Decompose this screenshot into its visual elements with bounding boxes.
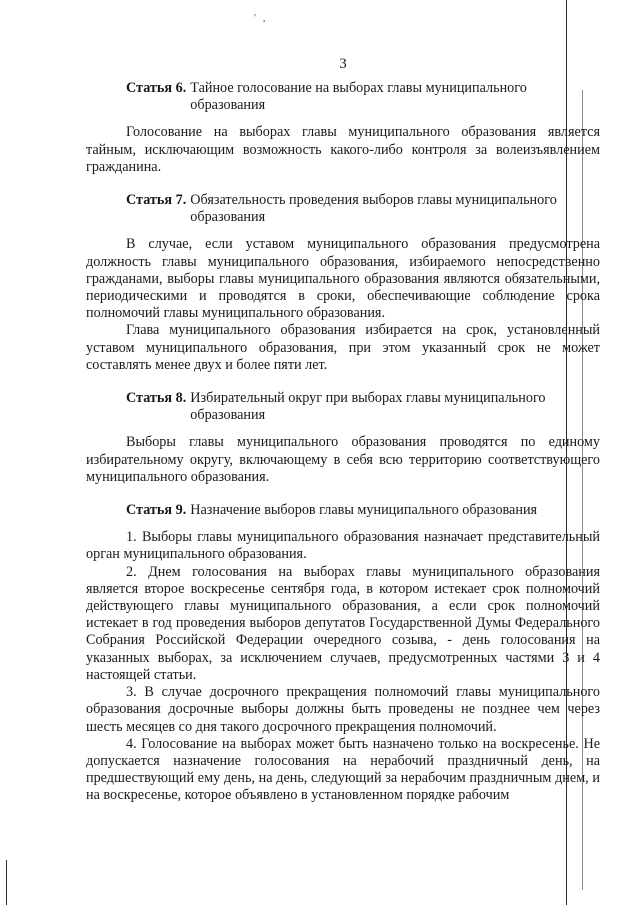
article-title: Назначение выборов главы муниципального образования — [190, 502, 538, 519]
page-number: 3 — [339, 56, 347, 72]
article-paragraph: 3. В случае досрочного прекращения полномочий главы муниципального образования досрочные выборы должны быть проведены не позднее чем через шесть месяцев со дня такого досрочного прекращения полномочий. — [86, 684, 600, 735]
article-heading — [86, 502, 600, 519]
article-number: Статья 6. — [126, 80, 187, 96]
article-title: Тайное голосование на выборах главы муниципального образования — [190, 80, 527, 114]
article-number: Статья 8. — [126, 390, 187, 407]
article-heading — [86, 390, 600, 424]
document-body — [86, 80, 600, 805]
article-paragraph: 1. Выборы главы муниципального образования назначает представительный орган муниципального образования. — [86, 529, 600, 563]
article-paragraph: В случае, если уставом муниципального образования предусмотрена должность главы муниципального образования, избираемого непосредственно гражданами, выборы главы муниципального образования являются обязательными, периодическими и проводятся в сроки, обеспечивающие соблюдение срока полномочий главы муниципального образования. — [86, 236, 600, 322]
article-9 — [86, 502, 600, 804]
article-8 — [86, 390, 600, 486]
article-paragraph: Выборы главы муниципального образования проводятся по единому избирательному округу, включающему в себя всю территорию соответствующего муниципального образования. — [86, 434, 600, 485]
scan-margin-line — [6, 860, 7, 905]
article-heading — [86, 80, 600, 114]
article-6 — [86, 80, 600, 176]
article-number: Статья 7. — [126, 192, 187, 209]
article-number: Статья 9. — [126, 502, 187, 519]
article-7 — [86, 192, 600, 374]
article-heading — [86, 192, 600, 226]
article-paragraph: 4. Голосование на выборах может быть назначено только на воскресенье. Не допускается назначение голосования на нерабочий праздничный день, на предшествующий ему день, на день, следующий за нерабочим праздничным днем, и на воскресенье, которое объявлено в установленном порядке рабочим — [86, 735, 600, 804]
article-paragraph: Глава муниципального образования избирается на срок, установленный уставом муниципального образования, при этом указанный срок не может составлять менее двух и более пяти лет. — [86, 322, 600, 373]
article-paragraph: Голосование на выборах главы муниципального образования является тайным, исключающим возможность какого-либо контроля за волеизъявлением гражданина. — [86, 124, 600, 175]
article-title: Обязательность проведения выборов главы муниципального образования — [190, 192, 557, 226]
scan-mark: ' , — [254, 12, 268, 24]
article-title: Избирательный округ при выборах главы муниципального образования — [190, 390, 546, 424]
article-paragraph: 2. Днем голосования на выборах главы муниципального образования является второе воскресенье сентября года, в котором истекает срок полномочий действующего главы муниципального образования, а если срок полномочий истекает в год проведения выборов депутатов Государственной Думы Федерального Собрания Российской Федерации очередного созыва, - день голосования на указанных выборах, за исключением случаев, предусмотренных частями 3 и 4 настоящей статьи. — [86, 563, 600, 683]
